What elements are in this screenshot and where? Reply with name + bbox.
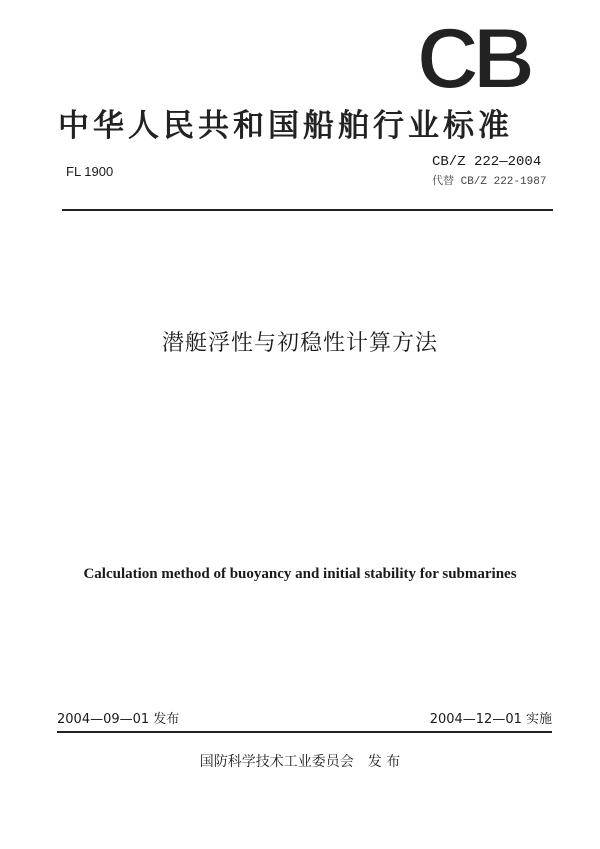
replaces-standard: 代替 CB/Z 222-1987 (432, 176, 547, 188)
title-chinese: 潜艇浮性与初稳性计算方法 (161, 331, 438, 356)
cb-logo (398, 22, 548, 94)
classification-code: FL 1900 (66, 164, 114, 179)
header-divider (62, 209, 553, 211)
implementation-date: 2004—12—01 实施 (429, 712, 552, 727)
svg-text:CB: CB (416, 22, 530, 94)
issue-date: 2004—09—01 发布 (57, 712, 180, 727)
footer-divider (57, 731, 552, 733)
publisher: 国防科学技术工业委员会 发 布 (199, 754, 401, 770)
title-english: Calculation method of buoyancy and initial stability for submarines (83, 566, 517, 582)
standard-category-title: 中华人民共和国船舶行业标准 (58, 108, 513, 144)
standard-number: CB/Z 222—2004 (432, 154, 542, 170)
